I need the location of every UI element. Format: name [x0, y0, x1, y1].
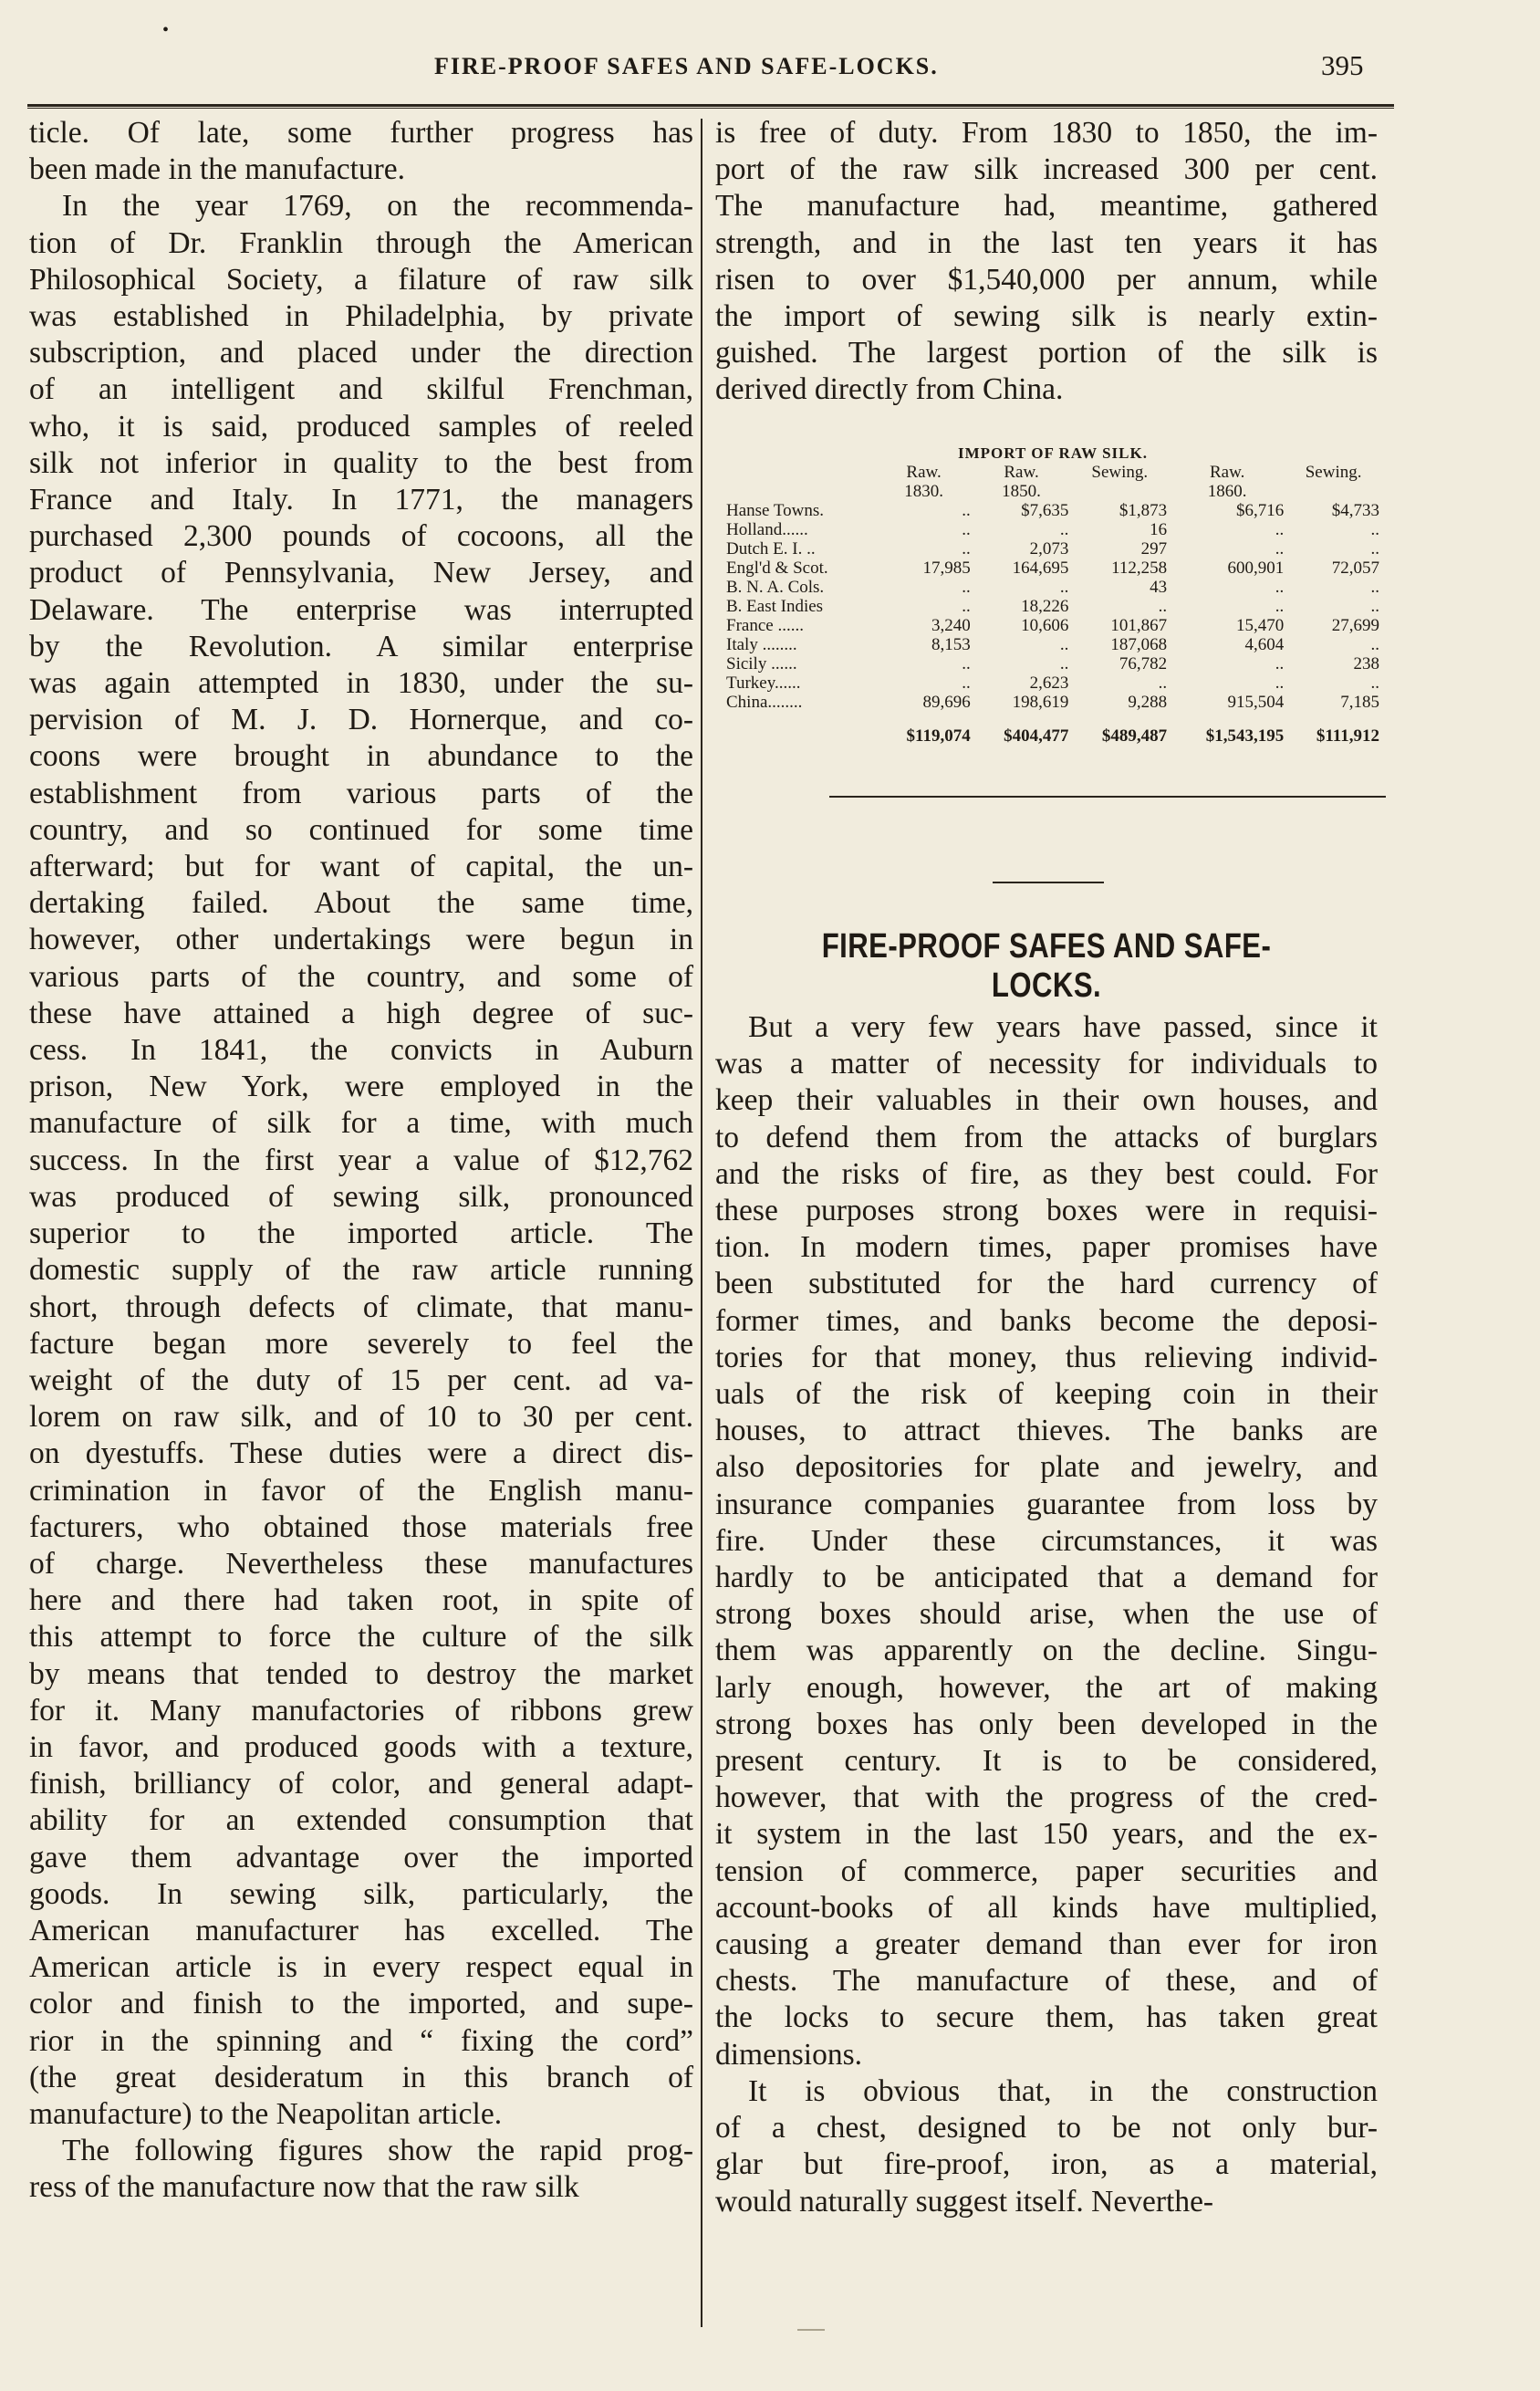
ink-mark: • — [162, 20, 170, 40]
page-number: 395 — [1321, 49, 1364, 81]
table-cell: 9,288 — [1128, 693, 1168, 712]
text-line: these have attained a high degree of suc- — [29, 996, 693, 1030]
table-cell: .. — [962, 501, 971, 520]
text-line: by means that tended to destroy the market — [29, 1656, 693, 1691]
table-cell: $1,543,195 — [1205, 726, 1285, 746]
text-line: manufacture of silk for a time, with much — [29, 1106, 693, 1141]
table-cell: 27,699 — [1331, 616, 1379, 635]
table-cell: 8,153 — [931, 635, 971, 654]
table-title: IMPORT OF RAW SILK. — [958, 444, 1148, 462]
table-cell: Raw. — [1209, 463, 1245, 482]
table-cell: 18,226 — [1021, 597, 1069, 616]
table-cell: .. — [1158, 673, 1168, 693]
table-row — [724, 635, 1381, 654]
table-header-row — [724, 482, 1381, 501]
table-header-row — [724, 463, 1381, 482]
table-cell: 1860. — [1207, 482, 1247, 501]
text-line: lorem on raw silk, and of 10 to 30 per cent. — [29, 1400, 693, 1435]
text-line: of charge. Nevertheless these manufactures — [29, 1546, 693, 1581]
left-column — [29, 115, 693, 2207]
table-cell: .. — [1158, 597, 1168, 616]
text-line: risen to over $1,540,000 per annum, while — [715, 262, 1378, 297]
table-row — [724, 578, 1381, 597]
text-line: weight of the duty of 15 per cent. ad va- — [29, 1363, 693, 1397]
table-cell: 15,470 — [1235, 616, 1285, 635]
text-line: would naturally suggest itself. Neverthe- — [715, 2184, 1214, 2219]
text-line: present century. It is to be considered, — [715, 1744, 1378, 1779]
text-line: tion of Dr. Franklin through the American — [29, 225, 693, 260]
text-line: chests. The manufacture of these, and of — [715, 1964, 1378, 1999]
text-line: keep their valuables in their own houses, and — [715, 1083, 1378, 1118]
text-line: former times, and banks become the deposi- — [715, 1303, 1378, 1338]
text-line: fire. Under these circumstances, it was — [715, 1523, 1378, 1558]
text-line: of an intelligent and skilful Frenchman, — [29, 372, 693, 407]
text-line: coons were brought in abundance to the — [29, 739, 693, 774]
table-cell: .. — [1370, 578, 1379, 597]
text-line: pervision of M. J. D. Hornerque, and co- — [29, 703, 693, 737]
text-line: country, and so continued for some time — [29, 812, 693, 847]
text-line: it system in the last 150 years, and the ex- — [715, 1817, 1378, 1852]
table-cell: .. — [962, 539, 971, 559]
text-line: short, through defects of climate, that manu- — [29, 1289, 693, 1324]
table-cell: .. — [1370, 673, 1379, 693]
table-cell: Raw. — [906, 463, 942, 482]
table-sum-rule — [829, 796, 1386, 798]
table-cell: 3,240 — [931, 616, 971, 635]
text-line: superior to the imported article. The — [29, 1216, 693, 1251]
text-line: however, other undertakings were begun in — [29, 923, 693, 957]
table-cell: 297 — [1140, 539, 1168, 559]
column-divider — [701, 119, 702, 2327]
text-line: here and there had taken root, in spite of — [29, 1583, 693, 1618]
table-cell: $489,487 — [1101, 726, 1168, 746]
text-line: color and finish to the imported, and supe- — [29, 1987, 693, 2021]
row-label: France ...... — [726, 616, 804, 635]
text-line: however, that with the progress of the cred- — [715, 1780, 1378, 1815]
table-cell: .. — [1275, 539, 1285, 559]
table-cell: 4,604 — [1244, 635, 1285, 654]
table-cell: 72,057 — [1331, 559, 1379, 578]
table-cell: 17,985 — [922, 559, 971, 578]
table-cell: .. — [1275, 520, 1285, 539]
text-line: is free of duty. From 1830 to 1850, the im- — [715, 116, 1378, 150]
text-line: by the Revolution. A similar enterprise — [29, 629, 693, 663]
text-line: It is obvious that, in the construction — [748, 2073, 1378, 2108]
table-cell: Sewing. — [1305, 463, 1362, 482]
page-header — [0, 47, 1540, 93]
text-line: ticle. Of late, some further progress has — [29, 116, 693, 150]
text-line: on dyestuffs. These duties were a direct dis- — [29, 1436, 693, 1471]
table-cell: Sewing. — [1091, 463, 1149, 482]
table-cell: .. — [1275, 654, 1285, 673]
table-cell: .. — [1370, 520, 1379, 539]
text-line: facturers, who obtained those materials free — [29, 1509, 693, 1544]
table-row — [724, 654, 1381, 673]
text-line: causing a greater demand than ever for iron — [715, 1927, 1378, 1962]
table-cell: .. — [962, 597, 971, 616]
table-row — [724, 501, 1381, 520]
table-cell: $4,733 — [1331, 501, 1379, 520]
table-total-row — [724, 712, 1381, 746]
text-line: Delaware. The enterprise was interrupted — [29, 592, 693, 627]
table-cell: $1,873 — [1119, 501, 1168, 520]
text-line: But a very few years have passed, since it — [748, 1010, 1378, 1044]
text-line: ability for an extended consumption that — [29, 1803, 693, 1838]
table-cell: 2,073 — [1029, 539, 1069, 559]
text-line: The manufacture had, meantime, gathered — [715, 189, 1378, 224]
text-line: tension of commerce, paper securities and — [715, 1853, 1378, 1888]
text-line: the import of sewing silk is nearly extin- — [715, 299, 1378, 334]
table-cell: 89,696 — [922, 693, 971, 712]
text-line: guished. The largest portion of the silk is — [715, 336, 1378, 371]
text-line: derived directly from China. — [715, 372, 1064, 407]
text-line: was produced of sewing silk, pronounced — [29, 1179, 693, 1214]
text-line: tories for that money, thus relieving individ- — [715, 1340, 1378, 1374]
text-line: cess. In 1841, the convicts in Auburn — [29, 1033, 693, 1068]
text-line: who, it is said, produced samples of reeled — [29, 409, 693, 444]
table-row — [724, 616, 1381, 635]
text-line: subscription, and placed under the direction — [29, 336, 693, 371]
section-separator — [993, 882, 1104, 883]
table-cell: .. — [1059, 654, 1069, 673]
table-cell: 10,606 — [1021, 616, 1069, 635]
table-cell: $404,477 — [1004, 726, 1069, 746]
text-line: The following figures show the rapid prog- — [62, 2134, 693, 2168]
table-cell: 7,185 — [1340, 693, 1379, 712]
text-line: American manufacturer has excelled. The — [29, 1913, 693, 1947]
table-cell: Raw. — [1004, 463, 1039, 482]
row-label: Engl'd & Scot. — [726, 559, 828, 578]
table-cell: 101,867 — [1110, 616, 1168, 635]
table-cell: .. — [1059, 578, 1069, 597]
row-label — [724, 482, 876, 501]
table-row — [724, 539, 1381, 559]
text-line: insurance companies guarantee from loss by — [715, 1487, 1378, 1521]
row-label: B. East Indies — [726, 597, 824, 616]
row-label — [724, 463, 876, 482]
table-cell: $6,716 — [1235, 501, 1285, 520]
text-line: the locks to secure them, has taken great — [715, 2000, 1378, 2035]
text-line: ress of the manufacture now that the raw silk — [29, 2170, 579, 2205]
right-column-top — [715, 115, 1378, 409]
text-line: France and Italy. In 1771, the managers — [29, 483, 693, 517]
text-line: in favor, and produced goods with a texture, — [29, 1729, 693, 1764]
text-line: houses, to attract thieves. The banks are — [715, 1414, 1378, 1448]
silk-table — [724, 463, 1381, 746]
table-cell: 43 — [1150, 578, 1168, 597]
text-line: product of Pennsylvania, New Jersey, and — [29, 556, 693, 590]
text-line: (the great desideratum in this branch of — [29, 2060, 693, 2094]
text-line: success. In the first year a value of $12,762 — [29, 1143, 693, 1177]
table-row — [724, 597, 1381, 616]
table-cell: .. — [1370, 539, 1379, 559]
table-cell: .. — [962, 520, 971, 539]
text-line: them was apparently on the decline. Singu- — [715, 1634, 1378, 1668]
text-line: glar but fire-proof, iron, as a material, — [715, 2147, 1378, 2182]
table-cell: 112,258 — [1111, 559, 1168, 578]
table-cell: $111,912 — [1316, 726, 1379, 746]
table-cell: 915,504 — [1227, 693, 1285, 712]
text-line: gave them advantage over the imported — [29, 1840, 693, 1874]
text-line: for it. Many manufactories of ribbons grew — [29, 1693, 693, 1728]
table-cell: .. — [962, 654, 971, 673]
text-line: dimensions. — [715, 2037, 862, 2072]
header-rule-thin — [27, 108, 1394, 109]
text-line: strong boxes should arise, when the use of — [715, 1597, 1378, 1632]
text-line: facture began more severely to feel the — [29, 1326, 693, 1361]
text-line: American article is in every respect equal in — [29, 1950, 693, 1985]
row-label — [724, 712, 876, 746]
table-cell: 198,619 — [1012, 693, 1069, 712]
text-line: Philosophical Society, a filature of raw silk — [29, 262, 693, 297]
text-line: crimination in favor of the English manu- — [29, 1473, 693, 1508]
table-cell — [1285, 482, 1381, 501]
header-rule — [27, 104, 1394, 107]
text-line: was established in Philadelphia, by private — [29, 299, 693, 334]
row-label: Hanse Towns. — [726, 501, 825, 520]
text-line: also depositories for plate and jewelry, and — [715, 1450, 1378, 1485]
row-label: Holland...... — [726, 520, 808, 539]
text-line: purchased 2,300 pounds of cocoons, all the — [29, 519, 693, 554]
text-line: dertaking failed. About the same time, — [29, 886, 693, 921]
text-line: hardly to be anticipated that a demand for — [715, 1561, 1378, 1595]
bottom-mark — [797, 2329, 825, 2331]
table-cell: .. — [1275, 578, 1285, 597]
table-cell: 187,068 — [1110, 635, 1168, 654]
table-cell: 76,782 — [1119, 654, 1168, 673]
text-line: prison, New York, were employed in the — [29, 1070, 693, 1104]
text-line: been made in the manufacture. — [29, 152, 406, 187]
text-line: various parts of the country, and some of — [29, 959, 693, 994]
table-cell — [1070, 482, 1169, 501]
table-cell: $119,074 — [906, 726, 971, 746]
row-label: Turkey...... — [726, 673, 801, 693]
table-cell: $7,635 — [1021, 501, 1069, 520]
text-line: and the risks of fire, as they best could. For — [715, 1156, 1378, 1191]
row-label: Sicily ...... — [726, 654, 797, 673]
text-line: finish, brilliancy of color, and general adapt- — [29, 1767, 693, 1801]
text-line: In the year 1769, on the recommenda- — [62, 189, 693, 224]
text-line: these purposes strong boxes were in requisi- — [715, 1194, 1378, 1228]
text-line: strength, and in the last ten years it has — [715, 225, 1378, 260]
text-line: silk not inferior in quality to the best from — [29, 445, 693, 480]
table-cell: 164,695 — [1012, 559, 1069, 578]
table-cell: .. — [1370, 597, 1379, 616]
running-title: FIRE-PROOF SAFES AND SAFE-LOCKS. — [434, 53, 939, 79]
text-line: goods. In sewing silk, particularly, the — [29, 1876, 693, 1911]
table-cell: .. — [1370, 635, 1379, 654]
right-column-bottom — [715, 1009, 1378, 2220]
table-cell: 238 — [1353, 654, 1379, 673]
table-cell: .. — [962, 578, 971, 597]
text-line: was again attempted in 1830, under the su- — [29, 666, 693, 701]
text-line: account-books of all kinds have multiplied, — [715, 1890, 1378, 1925]
table-cell: 2,623 — [1029, 673, 1069, 693]
table-cell: .. — [962, 673, 971, 693]
text-line: establishment from various parts of the — [29, 776, 693, 810]
table-cell: .. — [1059, 520, 1069, 539]
table-cell: .. — [1275, 597, 1285, 616]
section-title: FIRE-PROOF SAFES AND SAFE-LOCKS. — [821, 927, 1272, 1005]
text-line: afterward; but for want of capital, the un- — [29, 850, 693, 884]
table-cell: 1830. — [904, 482, 943, 501]
table-cell: 16 — [1150, 520, 1168, 539]
text-line: rior in the spinning and “ fixing the cord” — [29, 2023, 693, 2058]
text-line: manufacture) to the Neapolitan article. — [29, 2096, 503, 2131]
row-label: Italy ........ — [726, 635, 797, 654]
table-cell: 1850. — [1002, 482, 1041, 501]
row-label: China........ — [726, 693, 803, 712]
text-line: port of the raw silk increased 300 per cent. — [715, 152, 1378, 187]
text-line: was a matter of necessity for individuals to — [715, 1047, 1378, 1081]
text-line: tion. In modern times, paper promises have — [715, 1230, 1378, 1265]
text-line: been substituted for the hard currency of — [715, 1267, 1378, 1301]
text-line: domestic supply of the raw article running — [29, 1253, 693, 1288]
text-line: uals of the risk of keeping coin in their — [715, 1377, 1378, 1412]
table-row — [724, 673, 1381, 693]
text-line: strong boxes has only been developed in the — [715, 1707, 1378, 1741]
table-cell: 600,901 — [1227, 559, 1285, 578]
table-cell: .. — [1275, 673, 1285, 693]
import-of-raw-silk-table — [724, 444, 1381, 746]
text-line: to defend them from the attacks of burglars — [715, 1120, 1378, 1154]
table-row — [724, 520, 1381, 539]
table-row — [724, 693, 1381, 712]
table-row — [724, 559, 1381, 578]
row-label: Dutch E. I. .. — [726, 539, 816, 559]
table-cell: .. — [1059, 635, 1069, 654]
text-line: larly enough, however, the art of making — [715, 1670, 1378, 1705]
text-line: this attempt to force the culture of the silk — [29, 1620, 693, 1655]
text-line: of a chest, designed to be not only bur- — [715, 2111, 1378, 2146]
row-label: B. N. A. Cols. — [726, 578, 825, 597]
